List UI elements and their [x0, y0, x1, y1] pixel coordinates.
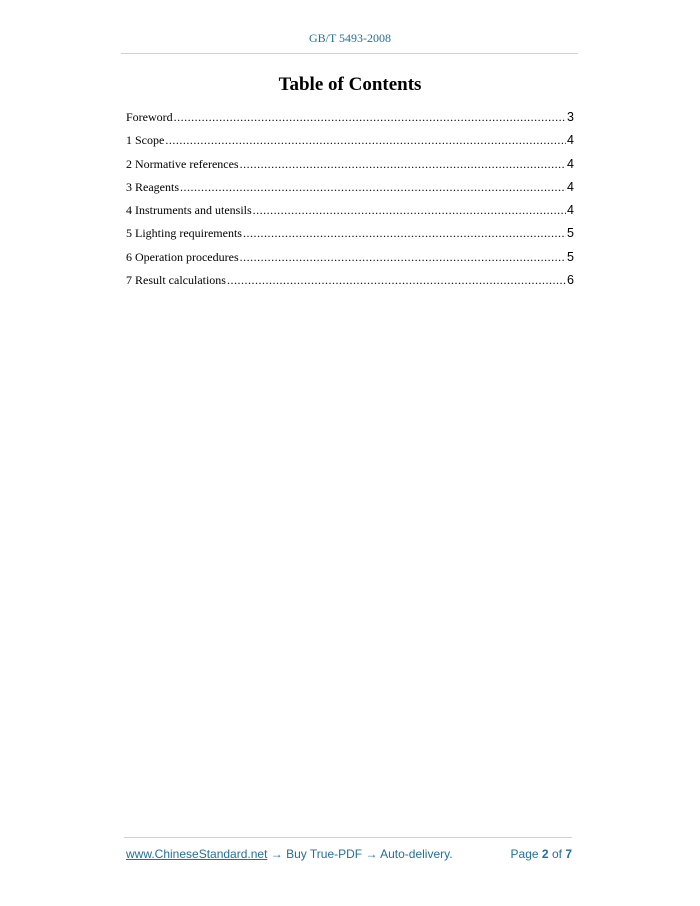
toc-dot-leader: [174, 110, 566, 125]
toc-entry-page: 6: [567, 273, 574, 288]
toc-entry-normative-references[interactable]: [126, 157, 574, 180]
toc-entry-lighting-requirements[interactable]: [126, 226, 574, 249]
site-link[interactable]: www.ChineseStandard.net: [126, 847, 268, 861]
toc-entry-label: 2 Normative references: [126, 156, 239, 171]
toc-entry-label: Foreword: [126, 110, 173, 124]
toc-entry-scope[interactable]: [126, 133, 574, 156]
toc-entry-page: 5: [567, 226, 574, 241]
page-footer: [126, 847, 572, 861]
toc-dot-leader: [240, 250, 566, 265]
footer-divider: [124, 837, 572, 838]
toc-dot-leader: [243, 226, 566, 241]
page-indicator: [511, 847, 572, 861]
toc-entry-label: 6 Operation procedures: [126, 249, 239, 264]
toc-entry-label: 4 Instruments and utensils: [126, 203, 252, 218]
of-label: of: [551, 847, 562, 861]
toc-entry-page: 4: [567, 179, 574, 194]
toc-dot-leader: [227, 273, 566, 288]
toc-entry-foreword[interactable]: [126, 110, 574, 133]
current-page-number: 2: [541, 847, 549, 861]
toc-title: Table of Contents: [278, 74, 422, 95]
toc-list: [126, 110, 574, 296]
toc-entry-instruments-and-utensils[interactable]: [126, 203, 574, 226]
document-header-code: GB/T 5493-2008: [308, 31, 392, 45]
toc-entry-page: 4: [567, 156, 574, 171]
toc-entry-label: 3 Reagents: [126, 179, 179, 194]
toc-entry-page: 4: [567, 133, 574, 148]
footer-tagline: → Buy True-PDF → Auto-delivery.: [267, 847, 453, 861]
total-pages-number: 7: [565, 847, 572, 861]
page-label: Page: [510, 847, 539, 861]
toc-entry-page: 5: [567, 249, 574, 264]
toc-entry-label: 7 Result calculations: [126, 273, 226, 288]
toc-dot-leader: [240, 157, 566, 172]
toc-entry-page: 3: [567, 110, 574, 124]
toc-entry-operation-procedures[interactable]: [126, 250, 574, 273]
toc-dot-leader: [165, 133, 566, 148]
toc-entry-label: 1 Scope: [126, 133, 165, 148]
toc-entry-result-calculations[interactable]: [126, 273, 574, 296]
toc-entry-page: 4: [567, 203, 574, 218]
footer-promo: [126, 847, 453, 861]
toc-entry-label: 5 Lighting requirements: [126, 226, 242, 241]
toc-entry-reagents[interactable]: [126, 180, 574, 203]
toc-dot-leader: [180, 180, 566, 195]
toc-dot-leader: [253, 203, 566, 218]
header-divider: [121, 53, 578, 54]
